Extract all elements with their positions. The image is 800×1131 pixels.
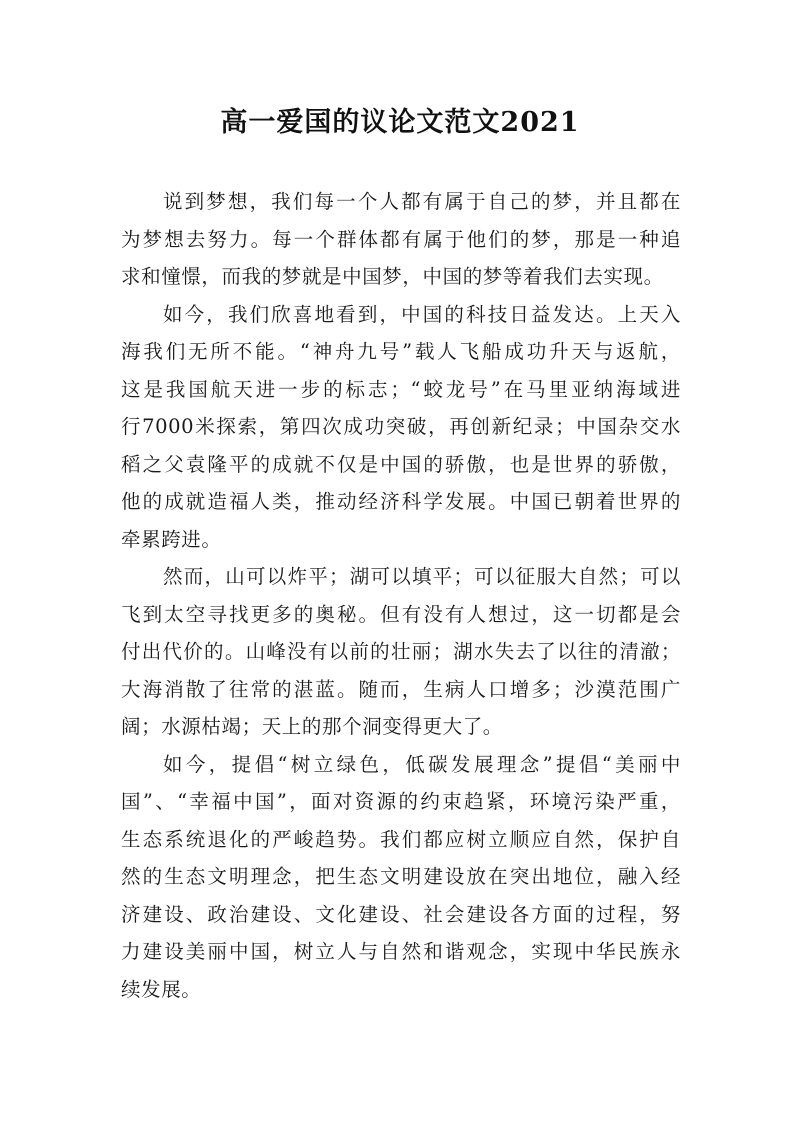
text-line: 如今，我们欣喜地看到，中国的科技日益发达。上天入 [163, 302, 681, 326]
text-line: 然的生态文明理念，把生态文明建设放在突出地位，融入经 [121, 865, 681, 888]
text-line: 阔；水源枯竭；天上的那个洞变得更大了。 [121, 715, 503, 738]
text-line: 国”、“幸福中国”，面对资源的约束趋紧，环境污染严重， [121, 790, 681, 813]
text-line: 大海消散了往常的湛蓝。随而，生病人口增多；沙漠范围广 [121, 677, 681, 701]
text-line: 济建设、政治建设、文化建设、社会建设各方面的过程，努 [121, 902, 681, 926]
text-line: 付出代价的。山峰没有以前的壮丽；湖水失去了以往的清澈； [121, 640, 681, 663]
document-body [121, 183, 681, 1008]
text-line: 然而，山可以炸平；湖可以填平；可以征服大自然；可以 [163, 565, 681, 588]
text-line: 飞到太空寻找更多的奥秘。但有没有人想过，这一切都是会 [121, 602, 681, 626]
paragraph-1 [121, 183, 681, 296]
text-line: 求和憧憬，而我的梦就是中国梦，中国的梦等着我们去实现。 [121, 265, 664, 288]
text-line: 他的成就造福人类，推动经济科学发展。中国已朝着世界的 [121, 490, 681, 513]
text-line: 如今，提倡“树立绿色，低碳发展理念”提倡“美丽中 [163, 752, 681, 776]
text-line: 稻之父袁隆平的成就不仅是中国的骄傲，也是世界的骄傲， [121, 452, 681, 476]
text-line: 海我们无所不能。“神舟九号”载人飞船成功升天与返航， [121, 340, 681, 363]
text-line: 牵累跨进。 [121, 527, 222, 551]
text-line: 为梦想去努力。每一个群体都有属于他们的梦，那是一种追 [121, 227, 681, 251]
document-title: 高一爱国的议论文范文2021 [220, 107, 580, 138]
paragraph-3 [121, 558, 681, 746]
paragraph-2 [121, 296, 681, 559]
text-line: 续发展。 [121, 977, 202, 1001]
text-line: 行7000米探索，第四次成功突破，再创新纪录；中国杂交水 [121, 415, 681, 438]
text-line: 生态系统退化的严峻趋势。我们都应树立顺应自然，保护自 [121, 827, 681, 851]
text-line: 这是我国航天进一步的标志；“蛟龙号”在马里亚纳海域进 [121, 377, 681, 401]
paragraph-4 [121, 746, 681, 1009]
text-line: 力建设美丽中国，树立人与自然和谐观念，实现中华民族永 [121, 940, 681, 963]
text-line: 说到梦想，我们每一个人都有属于自己的梦，并且都在 [163, 190, 681, 213]
